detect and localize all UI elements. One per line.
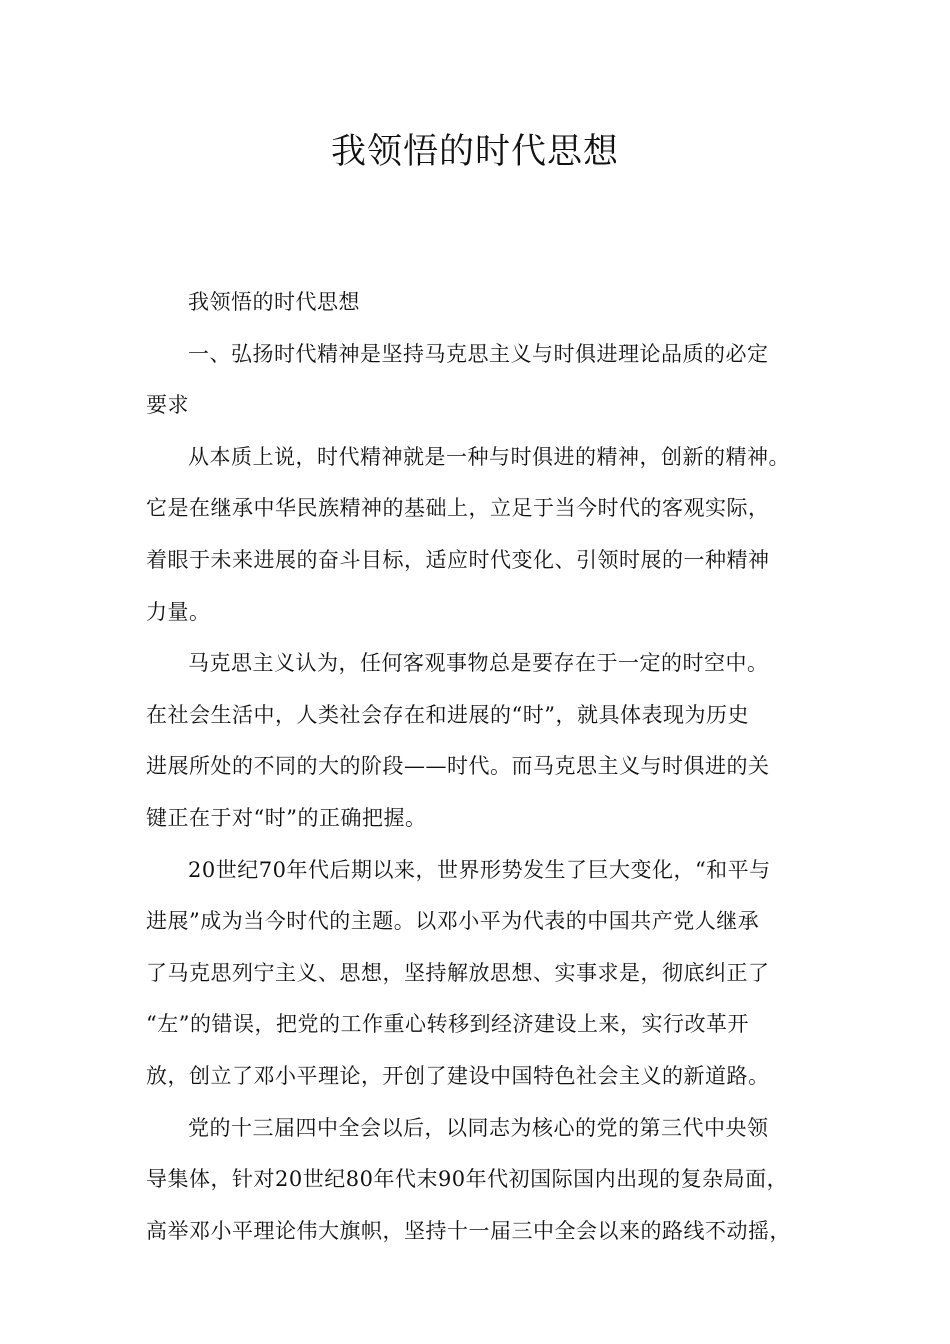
paragraph-subtitle xyxy=(146,277,810,329)
text-line: 着眼于未来进展的奋斗目标，适应时代变化、引领时展的一种精神 xyxy=(146,547,770,572)
document-body xyxy=(146,277,810,1257)
text-line: 我领悟的时代思想 xyxy=(188,290,360,314)
paragraph-4 xyxy=(146,638,810,844)
text-line: 党的十三届四中全会以后，以同志为核心的党的第三代中央领 xyxy=(188,1115,769,1140)
text-line: 进展所处的不同的大的阶段——时代。而马克思主义与时俱进的关 xyxy=(146,754,770,779)
text-line: 导集体，针对20世纪80年代末90年代初国际国内出现的复杂局面， xyxy=(146,1167,789,1192)
text-line: 了马克思列宁主义、思想，坚持解放思想、实事求是，彻底纠正了 xyxy=(146,960,770,985)
text-line: 进展”成为当今时代的主题。以邓小平为代表的中国共产党人继承 xyxy=(146,909,760,934)
paragraph-3 xyxy=(146,432,810,638)
paragraph-5 xyxy=(146,845,810,1103)
text-line: 在社会生活中，人类社会存在和进展的“时”，就具体表现为历史 xyxy=(146,702,749,727)
text-line: 要求 xyxy=(146,393,189,418)
text-line: 放，创立了邓小平理论，开创了建设中国特色社会主义的新道路。 xyxy=(146,1063,770,1088)
text-line: 20世纪70年代后期以来，世界形势发生了巨大变化，“和平与 xyxy=(188,857,771,882)
text-line: 从本质上说，时代精神就是一种与时俱进的精神，创新的精神。 xyxy=(188,444,790,469)
paragraph-section-heading xyxy=(146,329,810,432)
text-line: “左”的错误，把党的工作重心转移到经济建设上来，实行改革开 xyxy=(146,1012,749,1037)
paragraph-6 xyxy=(146,1103,810,1258)
text-line: 一、弘扬时代精神是坚持马克思主义与时俱进理论品质的必定 xyxy=(188,341,769,366)
document-title: 我领悟的时代思想 xyxy=(330,132,619,172)
text-line: 高举邓小平理论伟大旗帜，坚持十一届三中全会以来的路线不动摇， xyxy=(146,1218,791,1243)
text-line: 力量。 xyxy=(146,599,211,624)
text-line: 马克思主义认为，任何客观事物总是要存在于一定的时空中。 xyxy=(188,651,769,676)
text-line: 它是在继承中华民族精神的基础上，立足于当今时代的客观实际， xyxy=(146,496,770,521)
text-line: 键正在于对“时”的正确把握。 xyxy=(146,805,427,830)
